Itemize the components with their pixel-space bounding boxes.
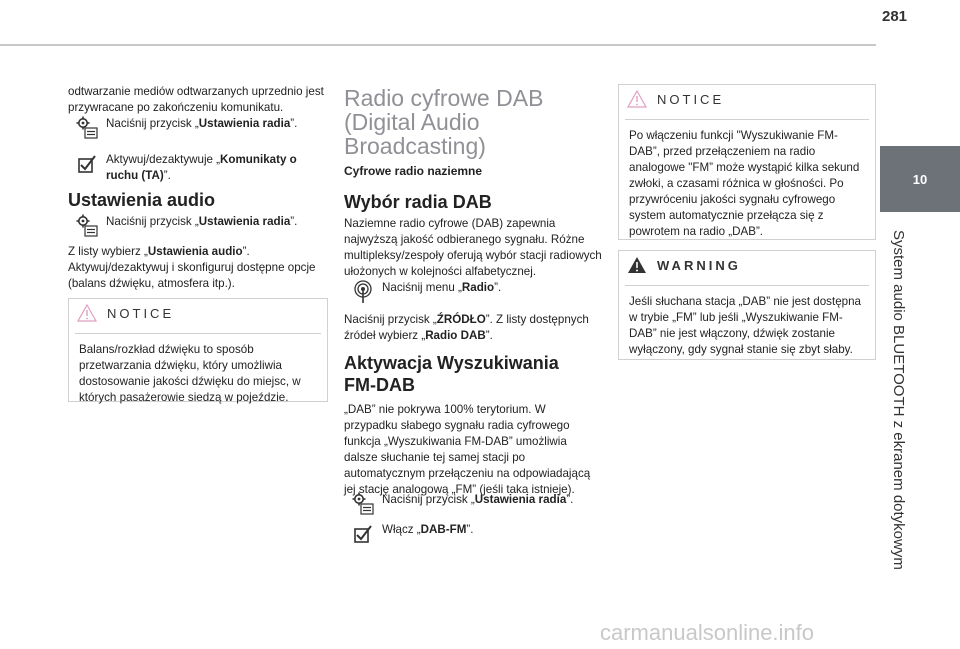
notice-divider [625,119,869,120]
step-bold: Ustawienia radia [198,215,291,228]
gear-list-icon [352,492,374,516]
col2-para-dab: Naziemne radio cyfrowe (DAB) zapewnia najwyższą jakość odbieranego sygnału. Różne multipleksy/zespoły oferują wybór stacji radiowych ułożonych w kolejności alfabetycznej. [344,217,602,278]
col2-step-enable-dabfm [352,522,592,546]
para-text: Naciśnij przycisk „ [344,313,437,326]
col2-para-source [344,312,602,344]
col1-step-ta [76,152,306,184]
step-text: Naciśnij przycisk „ [382,493,475,506]
step-text: ”. [566,493,574,506]
step-text: Naciśnij menu „ [382,281,462,294]
para-bold: Ustawienia audio [147,245,243,258]
warning-triangle-icon [627,256,647,274]
step-text: ”. [290,117,298,130]
step-bold: DAB-FM [420,523,467,536]
para-text: ”. Z listy dostępnych źródeł wybierz „ [344,313,589,342]
col1-intro: odtwarzanie mediów odtwarzanych uprzednio jest przywracane po zakończeniu komunikatu. [68,85,324,114]
heading-dab-selection: Wybór radia DAB [344,192,492,212]
notice-header [69,299,327,327]
chapter-tab[interactable] [880,146,960,212]
col1-audio-paragraph [68,244,330,292]
heading-fm-dab: Aktywacja Wyszukiwania FM-DAB [344,353,559,395]
step-bold: Ustawienia radia [474,493,567,506]
notice-text: Balans/rozkład dźwięku to sposób przetwarzania dźwięku, który umożliwia dostosowanie jakości dźwięku do miejsc, w których pasażerowie siedzą w pojeździe. [79,343,301,404]
step-text: Naciśnij przycisk „ [106,215,199,228]
header-divider [0,44,876,46]
step-text: Włącz „ [382,523,421,536]
step-bold: Radio [461,281,495,294]
notice-header [619,85,875,113]
heading-audio-settings: Ustawienia audio [68,190,216,210]
para-bold: ŹRÓDŁO [436,313,486,326]
notice-triangle-icon [77,304,97,322]
radio-icon [352,280,374,304]
notice-triangle-icon [627,90,647,108]
step-text: ”. [466,523,474,536]
chapter-number: 10 [912,171,928,187]
page-number: 281 [882,8,908,25]
step-text: ”. [290,215,298,228]
sidebar-title-text: System audio BLUETOOTH z ekranem dotykowym [890,230,907,570]
checkbox-icon [76,152,98,176]
step-text: Naciśnij przycisk „ [106,117,199,130]
warning-header [619,251,875,279]
step-bold: Ustawienia radia [198,117,291,130]
checkbox-icon [352,522,374,546]
col2-para-fmdab: „DAB” nie pokrywa 100% terytorium. W przypadku słabego sygnału radia cyfrowego funkcja „Wyszukiwania FM-DAB” umożliwia dalsze słuchanie tej samej stacji po automatycznym przełączeniu na odpowiadającą jej stację analogową „FM” (jeśli taka istnieje). [344,403,591,496]
gear-list-icon [76,116,98,140]
warning-box [618,250,876,360]
para-text: ”. [485,329,493,342]
section-subtitle: Cyfrowe radio naziemne [344,164,483,178]
watermark: carmanualsonline.info [600,620,815,645]
warning-divider [625,285,869,286]
col1-step-settings-2 [76,214,328,238]
gear-list-icon [76,214,98,238]
step-text: ”. [494,281,502,294]
para-text: Z listy wybierz „ [68,245,148,258]
notice-box-fmdab [618,84,876,240]
notice-box-balance [68,298,328,402]
notice-divider [75,333,321,334]
col1-step-settings [76,116,328,140]
para-bold: Radio DAB [425,329,486,342]
col2-step-radio-menu [352,280,592,304]
warning-text: Jeśli słuchana stacja „DAB” nie jest dostępna w trybie „FM” lub jeśli „Wyszukiwanie FM-DAB” nie jest włączony, dźwięk zostanie wyłączony, gdy sygnał stanie się zbyt słaby. [629,295,861,356]
section-title-dab: Radio cyfrowe DAB (Digital Audio Broadcasting) [344,85,544,159]
step-bold: Komunikaty o ruchu (TA) [106,153,297,182]
step-text: ”. [163,169,171,182]
warning-label: WARNING [657,257,741,273]
notice-text: Po włączeniu funkcji "Wyszukiwanie FM-DAB”, przed przełączeniem na radio analogowe "FM” może wystąpić kilka sekund zwłoki, a czasami różnica w głośności. Po przywróceniu jakości sygnału cyfrowego system automatycznie przełącza się z powrotem na radio „DAB”. [629,129,860,238]
step-text: Aktywuj/dezaktywuje „ [106,153,221,166]
para-text: ”. Aktywuj/dezaktywuj i skonfiguruj dostępne opcje (balans dźwięku, atmosfera itp.). [68,245,316,290]
sidebar-title [890,230,910,590]
notice-label: NOTICE [107,305,175,321]
notice-label: NOTICE [657,91,725,107]
col2-step-settings [352,492,592,516]
